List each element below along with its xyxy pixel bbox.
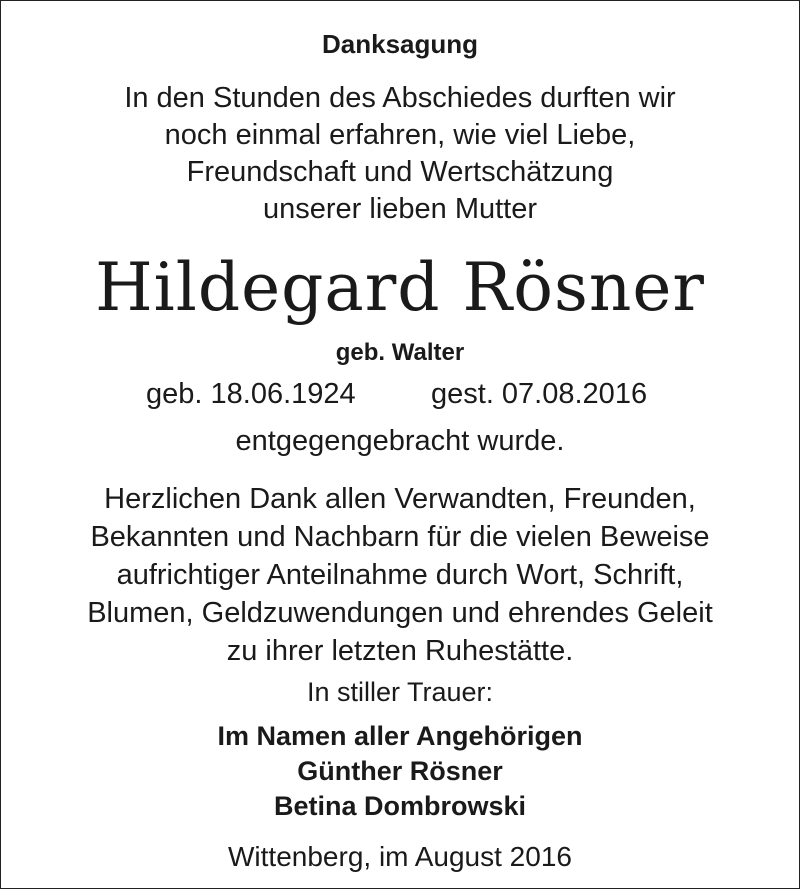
- intro-line: In den Stunden des Abschiedes durften wir: [124, 82, 676, 114]
- signer-line: Günther Rösner: [297, 756, 503, 786]
- death-date: gest. 07.08.2016: [431, 378, 648, 410]
- thanks-line: zu ihrer letzten Ruhestätte.: [226, 635, 574, 667]
- thanks-line: Herzlichen Dank allen Verwandten, Freunden,: [104, 483, 696, 515]
- intro-line: unserer lieben Mutter: [262, 193, 538, 225]
- life-dates: [1, 378, 799, 418]
- thanks-line: aufrichtiger Anteilnahme durch Wort, Schrift,: [116, 559, 684, 591]
- thanks-line: Bekannten und Nachbarn für die vielen Beweise: [90, 521, 710, 553]
- mourning-label: In stiller Trauer:: [306, 677, 494, 707]
- intro-line: Freundschaft und Wertschätzung: [186, 156, 614, 188]
- signer-line: Betina Dombrowski: [273, 791, 527, 821]
- deceased-name: Hildegard Rösner: [95, 249, 705, 326]
- notice-heading: Danksagung: [321, 29, 479, 59]
- closing-line: entgegengebracht wurde.: [235, 425, 565, 457]
- intro-line: noch einmal erfahren, wie viel Liebe,: [164, 119, 636, 151]
- signer-line: Im Namen aller Angehörigen: [217, 721, 583, 751]
- birth-date: geb. 18.06.1924: [146, 378, 356, 410]
- thanks-line: Blumen, Geldzuwendungen und ehrendes Geleit: [87, 597, 713, 629]
- place-date: Wittenberg, im August 2016: [228, 841, 572, 872]
- maiden-name: geb. Walter: [335, 339, 465, 366]
